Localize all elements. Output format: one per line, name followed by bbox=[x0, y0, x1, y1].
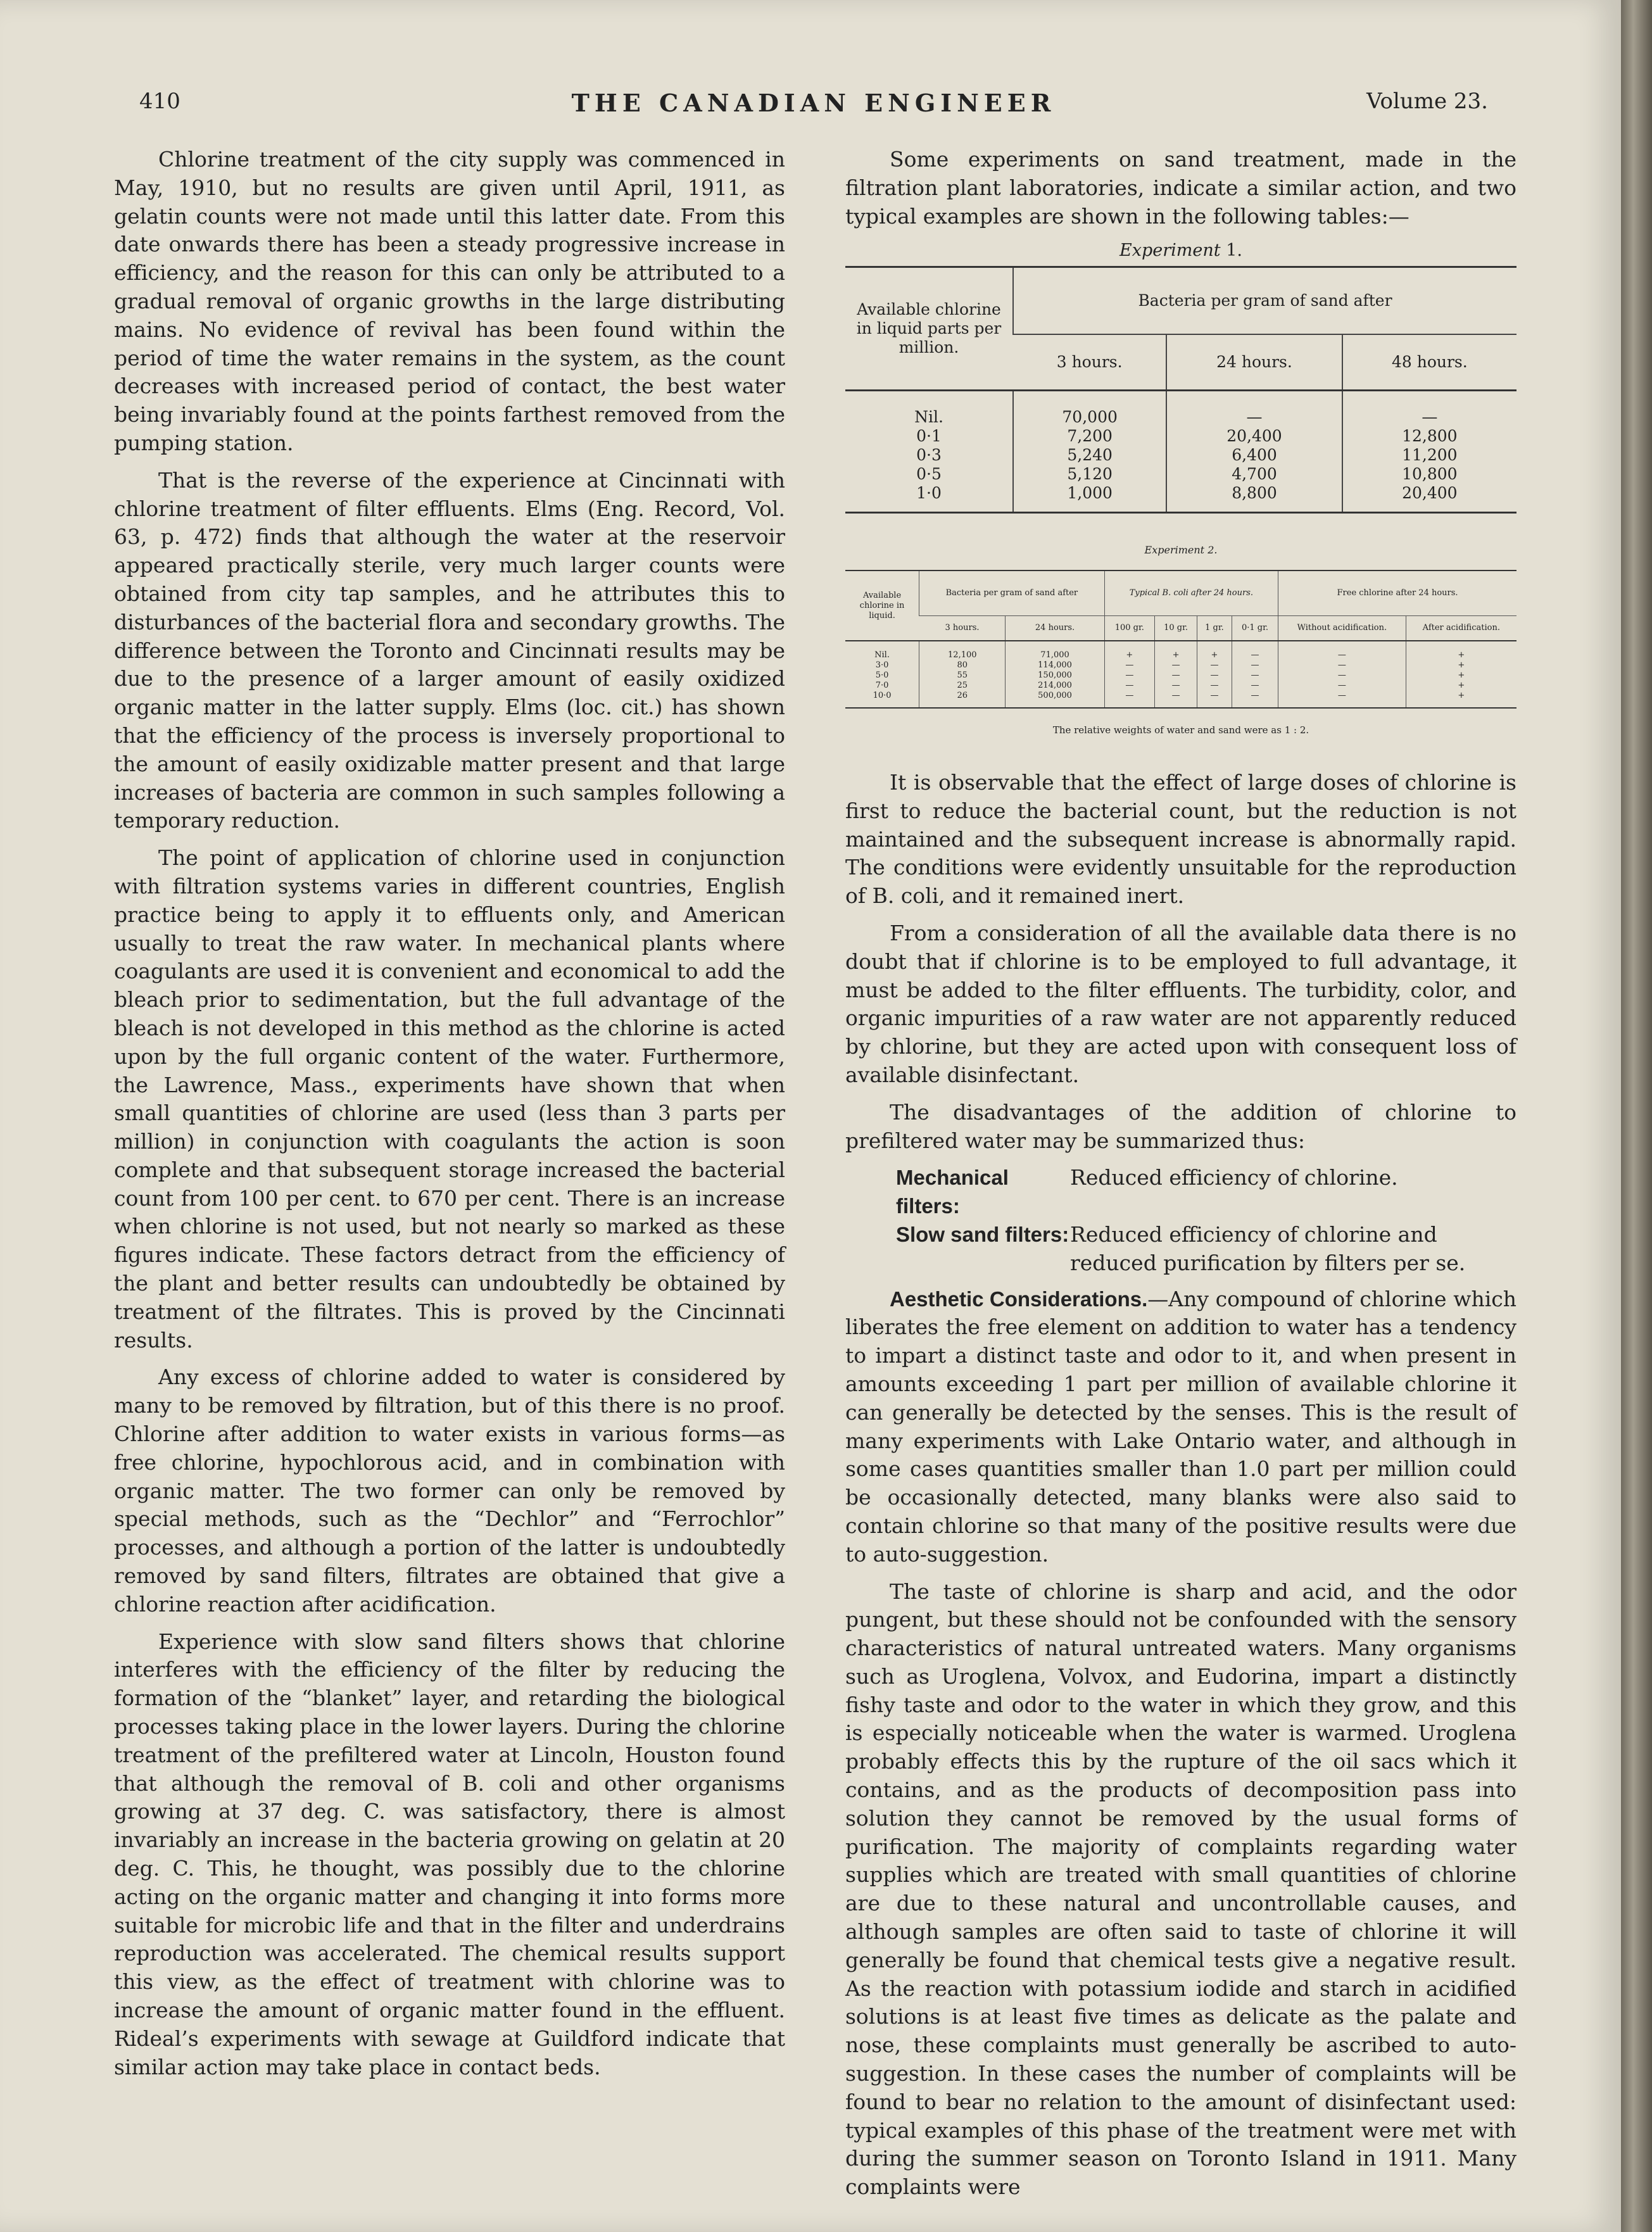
column-header: 1 gr. bbox=[1197, 616, 1232, 641]
bacteria-group-header: Bacteria per gram of sand after bbox=[919, 571, 1105, 616]
experiment-1-caption bbox=[845, 239, 1516, 262]
journal-title: THE CANADIAN ENGINEER bbox=[571, 89, 1056, 117]
table-cell: — 12,800 11,200 10,800 20,400 bbox=[1342, 391, 1516, 513]
table-cell: + — — — — bbox=[1155, 641, 1197, 708]
table-cell: — — — — — bbox=[1278, 641, 1406, 708]
section-heading: Aesthetic Considerations. bbox=[890, 1287, 1148, 1311]
free-chlorine-group-header: Free chlorine after 24 hours. bbox=[1278, 571, 1516, 616]
column-header: 0·1 gr. bbox=[1232, 616, 1278, 641]
disadvantages-list bbox=[845, 1164, 1516, 1277]
column-header: 24 hours. bbox=[1166, 334, 1342, 391]
experiment-2-caption: Experiment 2. bbox=[1144, 544, 1218, 557]
experiment-1-table bbox=[845, 266, 1516, 514]
column-header: 3 hours. bbox=[1013, 334, 1166, 391]
right-column bbox=[845, 146, 1516, 2210]
left-column bbox=[114, 146, 785, 2090]
paragraph: The point of application of chlorine used in conjunction with filtration systems varies in different countries, English practice being to apply it to effluents only, and American usually to treat the raw water. In mechanical plants where coagulants are used it is convenient and economical to add the bleach prior to sedimentation, but the full advantage of the bleach is not developed in this method as the chlorine is acted upon by the full organic content of the water. Furthermore, the Lawrence, Mass., experiments have shown that when small quantities of chlorine are used (less than 3 parts per million) in conjunction with coagulants the action is soon complete and that subsequent storage increased the bacterial count from 100 per cent. to 670 per cent. There is an increase when chlorine is not used, but not nearly so marked as these figures indicate. These factors detract from the efficiency of the plant and better results can undoubtedly be obtained by treatment of the filtrates. This is proved by the Cincinnati results. bbox=[114, 845, 785, 1352]
table-cell: + — — — — bbox=[1104, 641, 1154, 708]
experiment-1-caption-number: 1. bbox=[1220, 241, 1242, 261]
experiment-2-table bbox=[845, 570, 1516, 709]
table-row bbox=[845, 641, 1516, 708]
list-term: Slow sand filters: bbox=[896, 1222, 1069, 1246]
paragraph: The taste of chlorine is sharp and acid, and the odor pungent, but these should not be confounded with the sensory characteristics of natural untreated waters. Many organisms such as Uroglena, Volvox, and Eudorina, impart a distinctly fishy taste and odor to the water in which they grow, and this is especially noticeable when the water is warmed. Uroglena probably effects this by the rupture of the oil sacs which it contains, and as the products of decomposition pass into solution they cannot be removed by the usual forms of purification. The majority of complaints regarding water supplies which are treated with small quantities of chlorine are due to these natural and uncontrollable causes, and although samples are often said to taste of chlorine it will generally be found that chemical tests give a negative result. As the reaction with potassium iodide and starch in acidified solutions is at least five times as delicate as the palate and nose, these complaints must generally be ascribed to auto-suggestion. In these cases the number of complaints will be found to bear no relation to the amount of disinfectant used: typical examples of this phase of the treatment were met with during the summer season on Toronto Island in 1911. Many complaints were bbox=[845, 1579, 1516, 2200]
chlorine-column-header: Available chlorine in liquid. bbox=[845, 571, 919, 641]
table-cell: — 20,400 6,400 4,700 8,800 bbox=[1166, 391, 1342, 513]
paragraph: That is the reverse of the experience at Cincinnati with chlorine treatment of filter effluents. Elms (Eng. Record, Vol. 63, p. 472) finds that although the water at the reservoir appeared practically sterile, very much larger counts were obtained from city tap samples, and he attributes this to disturbances of the bacterial flora and secondary growths. The difference between the Toronto and Cincinnati results may be due to the presence of a larger amount of easily oxidized organic matter in the latter supply. Elms (loc. cit.) has shown that the efficiency of the process is inversely proportional to the amount of easily oxidizable matter present and that large increases of bacteria are common in such samples following a temporary reduction. bbox=[114, 467, 785, 833]
list-description: Reduced efficiency of chlorine. bbox=[1070, 1165, 1398, 1190]
table-row bbox=[845, 391, 1516, 513]
table-cell: — — — — — bbox=[1232, 641, 1278, 708]
table-cell: + — — — — bbox=[1197, 641, 1232, 708]
paragraph-text: —Any compound of chlorine which liberates the free element on addition to water has a tendency to impart a distinct taste and odor to it, and when present in amounts exceeding 1 part per million of available chlorine it can generally be detected by the senses. This is the result of many experiments with Lake Ontario water, and although in some cases quantities smaller than 1.0 part per million could be occasionally detected, many blanks were also said to contain chlorine so that many of the positive results were due to auto-suggestion. bbox=[845, 1286, 1516, 1567]
aesthetic-paragraph bbox=[845, 1285, 1516, 1569]
paragraph: Experience with slow sand filters shows that chlorine interferes with the efficiency of the filter by reducing the formation of the “blanket” layer, and retarding the biological processes taking place in the lower layers. During the chlorine treatment of the prefiltered water at Lincoln, Houston found that although the removal of B. coli and other organisms growing at 37 deg. C. was satisfactory, there is almost invariably an increase in the bacteria growing on gelatin at 20 deg. C. This, he thought, was possibly due to the chlorine acting on the organic matter and changing it into forms more suitable for microbic life and that in the filter and underdrains reproduction was accelerated. The chemical results support this view, as the effect of treatment with chlorine was to increase the amount of organic matter found in the effluent. Rideal’s experiments with sewage at Guildford indicate that similar action may take place in contact beds. bbox=[114, 1629, 785, 2079]
page-number: 410 bbox=[139, 89, 180, 114]
list-description: Reduced efficiency of chlorine and reduced purification by filters per se. bbox=[1070, 1221, 1466, 1275]
chlorine-column-header: Available chlorine in liquid parts per million. bbox=[845, 267, 1013, 391]
experiment-2-note: The relative weights of water and sand were as 1 : 2. bbox=[1052, 724, 1309, 736]
book-spine bbox=[1621, 0, 1652, 2232]
paragraph: Chlorine treatment of the city supply was commenced in May, 1910, but no results are given until April, 1911, as gelatin counts were not made until this latter date. From this date onwards there has been a steady progressive increase in efficiency, and the reason for this can only be attributed to a gradual removal of organic growths in the large distributing mains. No evidence of revival has been found within the period of time the water remains in the system, as the count decreases with increased period of contact, the best water being invariably found at the points farthest removed from the pumping station. bbox=[114, 147, 785, 455]
paragraph: From a consideration of all the available data there is no doubt that if chlorine is to be employed to full advantage, it must be added to the filter effluents. The turbidity, color, and organic impurities of a raw water are not apparently reduced by chlorine, but they are acted upon with consequent loss of available disinfectant. bbox=[845, 920, 1516, 1087]
list-term: Mechanical filters: bbox=[896, 1166, 1009, 1218]
paragraph: The disadvantages of the addition of chlorine to prefiltered water may be summarized thus: bbox=[845, 1099, 1516, 1153]
table-cell: + + + + + bbox=[1406, 641, 1516, 708]
paragraph: Any excess of chlorine added to water is considered by many to be removed by filtration, but of this there is no proof. Chlorine after addition to water exists in various forms—as free chlorine, hypochlorous acid, and in combination with organic matter. The two former can only be removed by special methods, such as the “Dechlor” and “Ferrochlor” processes, and although a portion of the latter is undoubtedly removed by sand filters, filtrates are obtained that give a chlorine reaction after acidification. bbox=[114, 1365, 785, 1617]
table-cell: 70,000 7,200 5,240 5,120 1,000 bbox=[1013, 391, 1166, 513]
column-header: 24 hours. bbox=[1006, 616, 1104, 641]
column-header: 48 hours. bbox=[1342, 334, 1516, 391]
experiment-1-caption-word: Experiment bbox=[1119, 241, 1221, 261]
column-header: 100 gr. bbox=[1104, 616, 1154, 641]
column-header: Without acidification. bbox=[1278, 616, 1406, 641]
volume-label: Volume 23. bbox=[1366, 89, 1488, 114]
bcoli-group-header: Typical B. coli after 24 hours. bbox=[1104, 571, 1278, 616]
table-cell: Nil. 3·0 5·0 7·0 10·0 bbox=[873, 650, 892, 701]
table-cell: 71,000 114,000 150,000 214,000 500,000 bbox=[1006, 641, 1104, 708]
column-header: 10 gr. bbox=[1155, 616, 1197, 641]
table-cell: Nil. 0·1 0·3 0·5 1·0 bbox=[914, 408, 943, 503]
list-item bbox=[845, 1164, 1516, 1221]
column-header: After acidification. bbox=[1406, 616, 1516, 641]
paragraph: It is observable that the effect of large doses of chlorine is first to reduce the bacterial count, but the reduction is not maintained and the subsequent increase is abnormally rapid. The conditions were evidently unsuitable for the reproduction of B. coli, and it remained inert. bbox=[845, 769, 1516, 909]
page-header bbox=[139, 89, 1488, 127]
list-item bbox=[845, 1221, 1516, 1278]
paragraph: Some experiments on sand treatment, made in the filtration plant laboratories, indicate a similar action, and two typical examples are shown in the following tables:— bbox=[845, 147, 1516, 229]
table-cell: 12,100 80 55 25 26 bbox=[919, 641, 1006, 708]
column-header: 3 hours. bbox=[919, 616, 1006, 641]
bacteria-group-header: Bacteria per gram of sand after bbox=[1013, 267, 1516, 335]
